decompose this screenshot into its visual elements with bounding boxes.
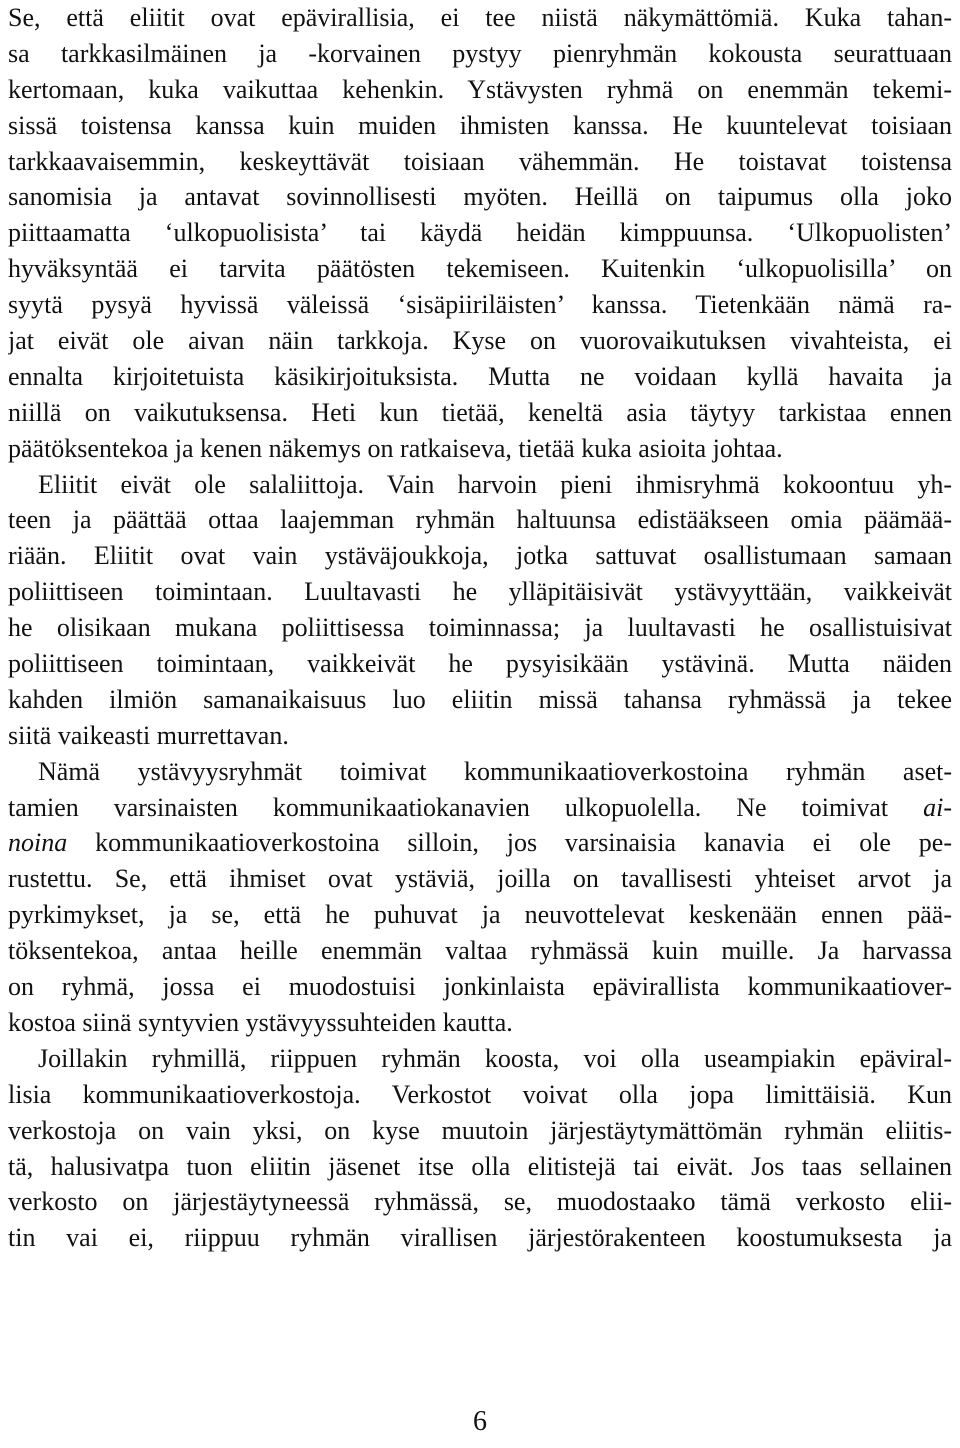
page-number: 6 — [473, 1406, 487, 1437]
paragraph-4 — [8, 1041, 952, 1256]
paragraph-3 — [8, 754, 952, 1041]
text-line: ennalta kirjoitetuista käsikirjoituksista. Mutta ne voidaan kyllä havaita ja — [8, 361, 952, 391]
text-line: pyrkimykset, ja se, että he puhuvat ja neuvottelevat keskenään ennen pää- — [8, 900, 952, 930]
text-line: piittaamatta ‘ulkopuolisista’ tai käydä heidän kimppuunsa. ‘Ulkopuolisten’ — [8, 218, 952, 248]
text-line: on ryhmä, jossa ei muodostuisi jonkinlaista epävirallista kommunikaatiover- — [8, 972, 952, 1002]
text-line: rustettu. Se, että ihmiset ovat ystäviä, joilla on tavallisesti yhteiset arvot ja — [8, 864, 952, 894]
text-line: poliittiseen toimintaan, vaikkeivät he pysyisikään ystävinä. Mutta näiden — [8, 649, 952, 679]
text-segment: tamien varsinaisten kommunikaatiokanavien ulkopuolella. Ne toimivat — [8, 792, 924, 822]
text-line: Se, että eliitit ovat epävirallisia, ei tee niistä näkymättömiä. Kuka tahan- — [8, 3, 952, 32]
text-line: sa tarkkasilmäinen ja -korvainen pystyy pienryhmän kokousta seurattuaan — [8, 38, 952, 68]
italic-word: ai- — [923, 792, 952, 822]
text-line: Eliitit eivät ole salaliittoja. Vain harvoin pieni ihmisryhmä kokoontuu yh- — [38, 469, 952, 499]
text-line: kostoa siinä syntyvien ystävyyssuhteiden kautta. — [8, 1007, 513, 1037]
text-line: sissä toistensa kanssa kuin muiden ihmisten kanssa. He kuuntelevat toisiaan — [8, 110, 952, 140]
text-line-with-italic — [8, 825, 952, 861]
text-line: töksentekoa, antaa heille enemmän valtaa ryhmässä kuin muille. Ja harvassa — [8, 936, 952, 966]
text-line: teen ja päättää ottaa laajemman ryhmän haltuunsa edistääkseen omia päämää- — [8, 505, 952, 535]
text-line: lisia kommunikaatioverkostoja. Verkostot voivat olla jopa limittäisiä. Kun — [8, 1079, 952, 1109]
text-line: tarkkaavaisemmin, keskeyttävät toisiaan vähemmän. He toistavat toistensa — [8, 146, 952, 176]
body-text — [8, 0, 952, 1256]
text-line: syytä pysyä hyvissä väleissä ‘sisäpiiriläisten’ kanssa. Tietenkään nämä ra- — [8, 290, 952, 320]
paragraph-2 — [8, 467, 952, 754]
text-line: tä, halusivatpa tuon eliitin jäsenet itse olla elitistejä tai eivät. Jos taas sellainen — [8, 1151, 952, 1181]
text-line: päätöksentekoa ja kenen näkemys on ratkaiseva, tietää kuka asioita johtaa. — [8, 433, 783, 463]
text-line: Nämä ystävyysryhmät toimivat kommunikaatioverkostoina ryhmän aset- — [38, 756, 952, 786]
text-line: siitä vaikeasti murrettavan. — [8, 720, 289, 750]
text-line: verkosto on järjestäytyneessä ryhmässä, se, muodostaako tämä verkosto elii- — [8, 1187, 952, 1217]
text-line: tin vai ei, riippuu ryhmän virallisen järjestörakenteen koostumuksesta ja — [8, 1223, 952, 1253]
text-line: sanomisia ja antavat sovinnollisesti myöten. Heillä on taipumus olla joko — [8, 182, 952, 212]
text-line: poliittiseen toimintaan. Luultavasti he ylläpitäisivät ystävyyttään, vaikkeivät — [8, 577, 952, 607]
text-segment: kommunikaatioverkostoina silloin, jos varsinaisia kanavia ei ole pe- — [67, 828, 952, 858]
text-line: jat eivät ole aivan näin tarkkoja. Kyse on vuorovaikutuksen vivahteista, ei — [8, 326, 952, 356]
text-line: kahden ilmiön samanaikaisuus luo eliitin missä tahansa ryhmässä ja tekee — [8, 684, 952, 714]
text-line: riään. Eliitit ovat vain ystäväjoukkoja, jotka sattuvat osallistumaan samaan — [8, 541, 952, 571]
italic-word: noina — [8, 828, 68, 858]
text-line: niillä on vaikutuksensa. Heti kun tietää, keneltä asia täytyy tarkistaa ennen — [8, 397, 952, 427]
text-line: Joillakin ryhmillä, riippuen ryhmän koosta, voi olla useampiakin epäviral- — [38, 1043, 952, 1073]
text-line: verkostoja on vain yksi, on kyse muutoin järjestäytymättömän ryhmän eliitis- — [8, 1115, 952, 1145]
text-line: kertomaan, kuka vaikuttaa kehenkin. Ystävysten ryhmä on enemmän tekemi- — [8, 74, 952, 104]
text-line-with-italic — [8, 790, 952, 826]
paragraph-1 — [8, 0, 952, 467]
text-line: he olisikaan mukana poliittisessa toiminnassa; ja luultavasti he osallistuisivat — [8, 613, 952, 643]
text-line: hyväksyntää ei tarvita päätösten tekemiseen. Kuitenkin ‘ulkopuolisilla’ on — [8, 254, 952, 284]
